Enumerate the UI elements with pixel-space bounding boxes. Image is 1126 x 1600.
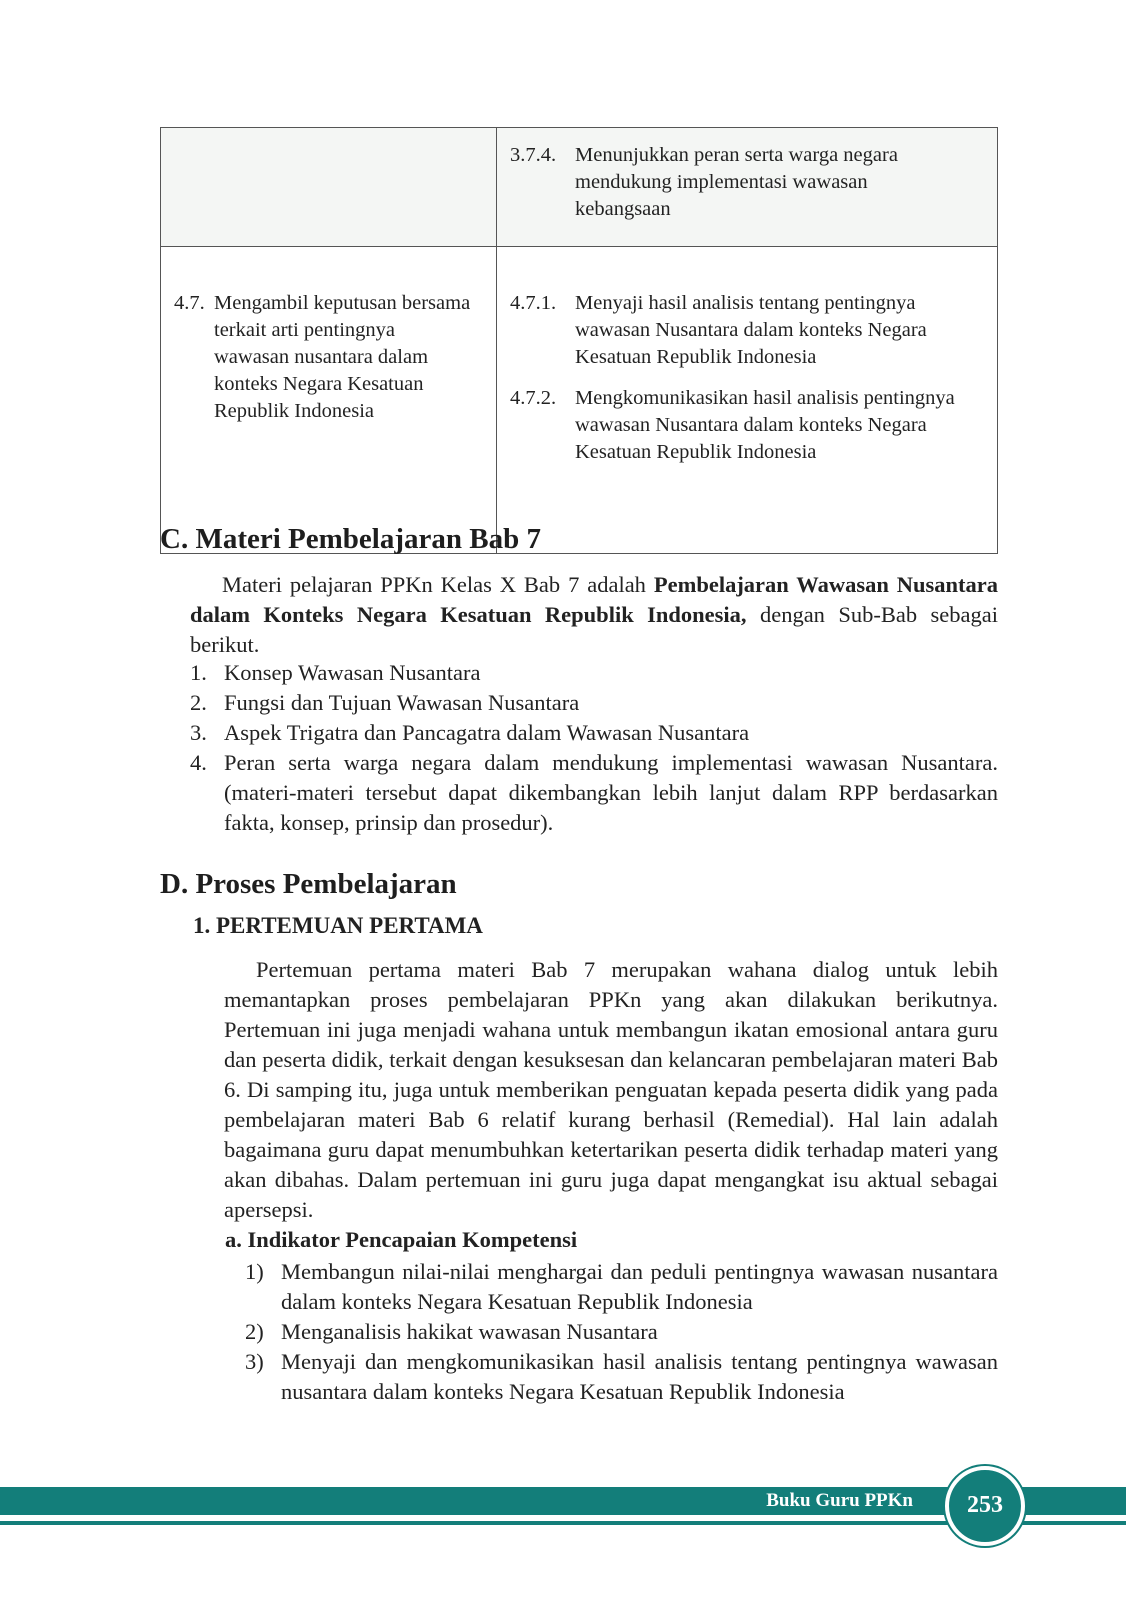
meeting-heading: 1. PERTEMUAN PERTAMA [193,913,483,938]
intro-text: Materi pelajaran PPKn Kelas X Bab 7 adalah [222,572,654,597]
indicator-item [510,290,996,371]
list-text: Aspek Trigatra dan Pancagatra dalam Wawasan Nusantara [224,720,750,745]
meeting-paragraph-text: Pertemuan pertama materi Bab 7 merupakan wahana dialog untuk lebih memantapkan proses pembelajaran PPKn yang akan dilakukan berikutnya. Pertemuan ini juga menjadi wahana untuk membangun ikatan emosional antara guru dan peserta didik, terkait dengan kesuksesan dan kelancaran pembelajaran materi Bab 6. Di samping itu, juga untuk memberikan penguatan kepada peserta didik yang pada pembelajaran materi Bab 6 relatif kurang berhasil (Remedial). Hal lain adalah bagaimana guru dapat menumbuhkan ketertarikan peserta didik terhadap materi yang akan dibahas. Dalam pertemuan ini guru juga dapat mengangkat isu aktual sebagai apersepsi. [224,957,998,1222]
meeting-paragraph [224,955,998,1225]
list-number: 1. [190,660,207,685]
table-cell-indicators [497,247,998,554]
list-item [245,1317,998,1347]
list-text: Fungsi dan Tujuan Wawasan Nusantara [224,690,580,715]
list-text: Menyaji dan mengkomunikasikan hasil analisis tentang pentingnya wawasan nusantara dalam konteks Negara Kesatuan Republik Indonesia [281,1349,998,1404]
competency-item [174,290,495,425]
list-text: Konsep Wawasan Nusantara [224,660,481,685]
page-number: 253 [967,1492,1003,1518]
section-d-heading: D. Proses Pembelajaran [160,868,457,900]
indicator-text: Menunjukkan peran serta warga negara mendukung implementasi wawasan kebangsaan [575,144,898,220]
list-number: 3) [245,1349,264,1374]
list-item [245,1347,998,1407]
list-text: Menganalisis hakikat wawasan Nusantara [281,1319,658,1344]
section-c-intro [190,570,998,660]
footer-book-title: Buku Guru PPKn [766,1490,913,1511]
indicator-text: Mengkomunikasikan hasil analisis pentingnya wawasan Nusantara dalam konteks Negara Kesatuan Republik Indonesia [575,387,955,463]
page-number-badge [945,1466,1025,1546]
list-item [245,1257,998,1317]
indicator-item [510,385,996,466]
indicator-list [245,1257,998,1407]
indicator-text: Menyaji hasil analisis tentang pentingnya wawasan Nusantara dalam konteks Negara Kesatuan Republik Indonesia [575,292,927,368]
intro-bold-text: Pembelajaran Wawasan Nusantara dalam Konteks Negara Kesatuan Republik Indonesia, [190,572,998,627]
list-number: 2) [245,1319,264,1344]
table-row [161,247,998,554]
indicator-number: 4.7.2. [510,387,557,409]
table-cell-indicators [497,128,998,247]
indicator-number: 3.7.4. [510,144,557,166]
list-item [190,688,998,718]
list-text: Peran serta warga negara dalam mendukung implementasi wawasan Nusantara. (materi-materi tersebut dapat dikembangkan lebih lanjut dalam RPP berdasarkan fakta, konsep, prinsip dan prosedur). [224,750,998,835]
list-item [190,718,998,748]
list-item [190,658,998,688]
indicator-item [510,142,996,223]
sub-chapter-list [190,658,998,838]
competency-number: 4.7. [174,292,205,314]
intro-text-end: dengan Sub-Bab sebagai berikut. [190,602,998,657]
list-number: 4. [190,750,207,775]
list-number: 1) [245,1259,264,1284]
competency-table [160,127,998,554]
list-item [190,748,998,838]
table-row [161,128,998,247]
section-c-heading: C. Materi Pembelajaran Bab 7 [160,523,541,555]
list-number: 2. [190,690,207,715]
list-text: Membangun nilai-nilai menghargai dan peduli pentingnya wawasan nusantara dalam konteks Negara Kesatuan Republik Indonesia [281,1259,998,1314]
table-cell-empty [161,128,497,247]
list-number: 3. [190,720,207,745]
indicator-heading: a. Indikator Pencapaian Kompetensi [225,1227,578,1252]
indicator-number: 4.7.1. [510,292,557,314]
competency-text: Mengambil keputusan bersama terkait arti pentingnya wawasan nusantara dalam konteks Negara Kesatuan Republik Indonesia [214,292,471,422]
table-cell-competency [161,247,497,554]
